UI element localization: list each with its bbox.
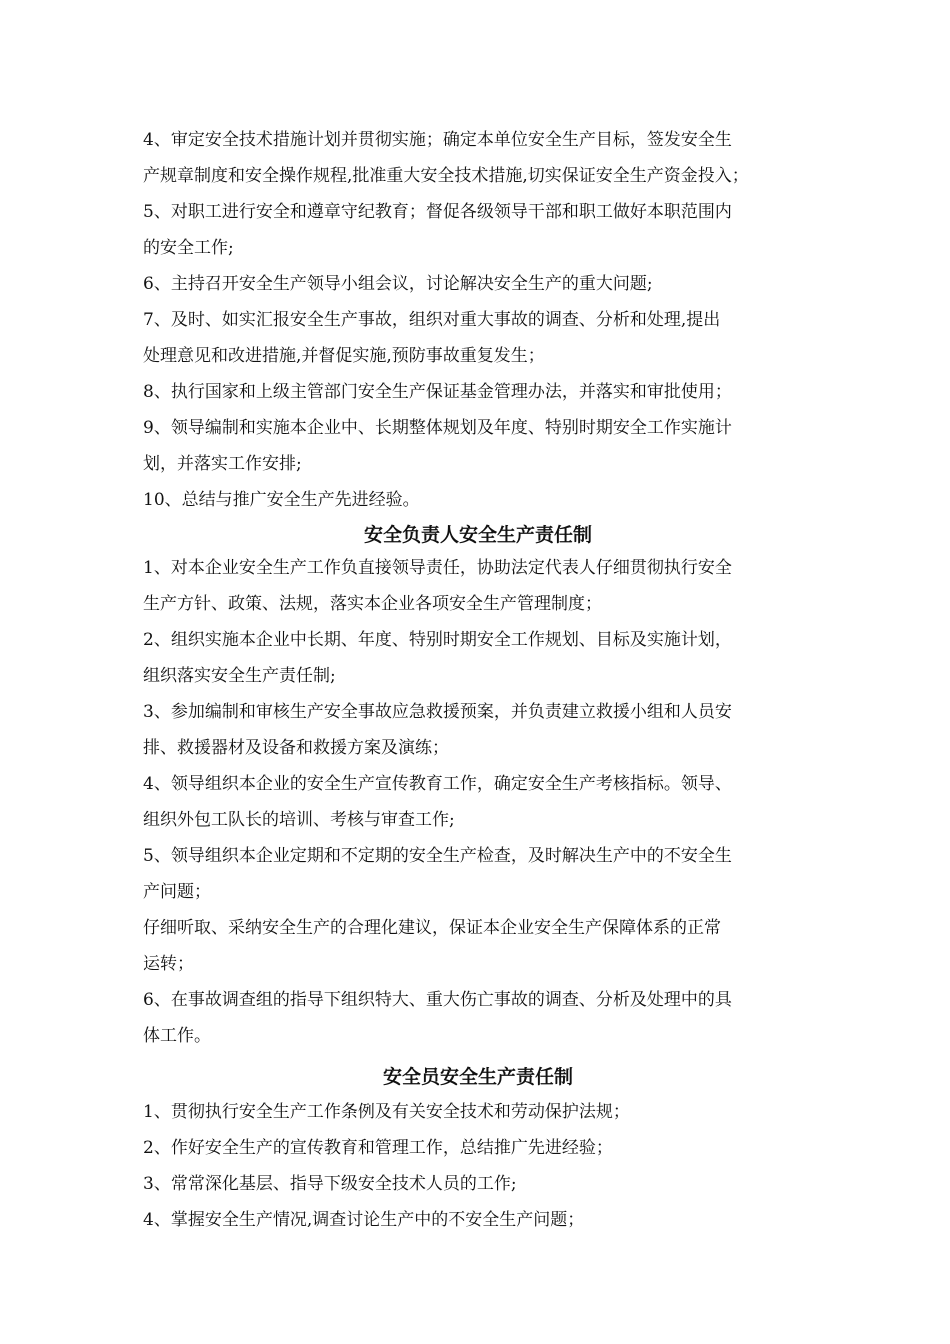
text-line: 产规章制度和安全操作规程,批准重大安全技术措施,切实保证安全生产资金投入； xyxy=(143,166,749,186)
text-line: 5、领导组织本企业定期和不定期的安全生产检查，及时解决生产中的不安全生 xyxy=(143,846,732,866)
text-line: 8、执行国家和上级主管部门安全生产保证基金管理办法，并落实和审批使用； xyxy=(143,382,732,402)
text-line: 9、领导编制和实施本企业中、长期整体规划及年度、特别时期安全工作实施计 xyxy=(143,418,732,438)
text-line: 5、对职工进行安全和遵章守纪教育；督促各级领导干部和职工做好本职范围内 xyxy=(143,202,732,222)
text-line: 3、参加编制和审核生产安全事故应急救援预案，并负责建立救援小组和人员安 xyxy=(143,702,732,722)
section-heading-safety-officer: 安全员安全生产责任制 xyxy=(382,1066,573,1088)
text-line: 排、救援器材及设备和救援方案及演练； xyxy=(143,738,449,758)
text-line: 仔细听取、采纳安全生产的合理化建议，保证本企业安全生产保障体系的正常 xyxy=(143,918,721,938)
text-line: 划，并落实工作安排; xyxy=(143,454,302,474)
text-line: 处理意见和改进措施,并督促实施,预防事故重复发生； xyxy=(143,346,545,366)
text-line: 体工作。 xyxy=(143,1026,211,1046)
text-line: 组织落实安全生产责任制; xyxy=(143,666,336,686)
section-heading-safety-officer-in-charge: 安全负责人安全生产责任制 xyxy=(363,524,592,546)
section-safety-officer xyxy=(143,1094,813,1238)
text-line: 的安全工作; xyxy=(143,238,234,258)
text-line: 4、领导组织本企业的安全生产宣传教育工作，确定安全生产考核指标。领导、 xyxy=(143,774,732,794)
text-line: 6、主持召开安全生产领导小组会议，讨论解决安全生产的重大问题; xyxy=(143,274,653,294)
text-line: 生产方针、政策、法规，落实本企业各项安全生产管理制度； xyxy=(143,594,602,614)
document-page xyxy=(143,122,813,1238)
text-line: 3、常常深化基层、指导下级安全技术人员的工作; xyxy=(143,1174,517,1194)
text-line: 运转； xyxy=(143,954,194,974)
text-line: 组织外包工队长的培训、考核与审查工作; xyxy=(143,810,455,830)
text-line: 2、作好安全生产的宣传教育和管理工作，总结推广先进经验； xyxy=(143,1138,613,1158)
text-line: 7、及时、如实汇报安全生产事故，组织对重大事故的调查、分析和处理,提出 xyxy=(143,310,721,330)
text-line: 6、在事故调查组的指导下组织特大、重大伤亡事故的调查、分析及处理中的具 xyxy=(143,990,732,1010)
text-line: 1、对本企业安全生产工作负直接领导责任，协助法定代表人仔细贯彻执行安全 xyxy=(143,558,732,578)
text-line: 10、总结与推广安全生产先进经验。 xyxy=(143,490,420,510)
section-safety-officer-in-charge xyxy=(143,550,813,1054)
text-line: 1、贯彻执行安全生产工作条例及有关安全技术和劳动保护法规； xyxy=(143,1102,630,1122)
text-line: 2、组织实施本企业中长期、年度、特别时期安全工作规划、目标及实施计划， xyxy=(143,630,732,650)
text-line: 4、掌握安全生产情况,调查讨论生产中的不安全生产问题； xyxy=(143,1210,585,1230)
text-line: 4、审定安全技术措施计划并贯彻实施；确定本单位安全生产目标，签发安全生 xyxy=(143,130,732,150)
text-line: 产问题； xyxy=(143,882,211,902)
section-general-duties xyxy=(143,122,813,518)
